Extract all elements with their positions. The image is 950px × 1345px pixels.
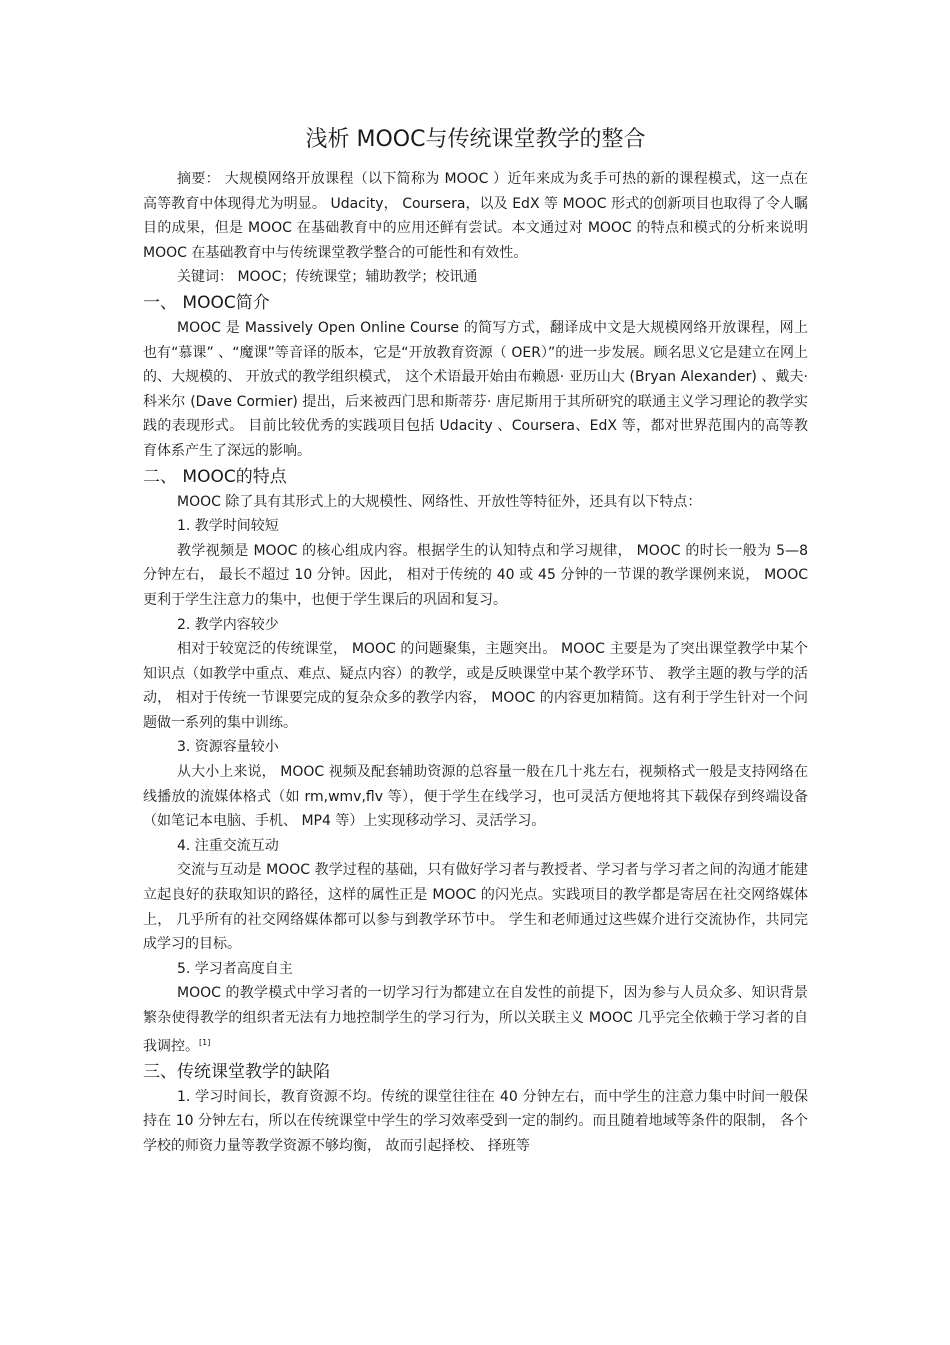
item-3-title: 3. 资源容量较小 bbox=[177, 739, 279, 756]
item-1-paragraph: 教学视频是 MOOC 的核心组成内容。根据学生的认知特点和学习规律， MOOC 的时长一般为 5—8 分钟左右， 最长不超过 10 分钟。因此， 相对于传统的 40 或 45 分钟的一节课的教学课例来说， MOOC 更利于学生注意力的集中，也便于学生课后的巩固和复习。 bbox=[143, 542, 808, 608]
item-1-title: 1. 教学时间较短 bbox=[177, 518, 279, 535]
section-1-heading: 一、 MOOC简介 bbox=[143, 292, 270, 313]
item-5-paragraph bbox=[143, 981, 808, 1058]
item-3-paragraph: 从大小上来说， MOOC 视频及配套辅助资源的总容量一般在几十兆左右，视频格式一般是支持网络在线播放的流媒体格式（如 rm,wmv,flv 等），便于学生在线学习，也可灵活方便地将其下载保存到终端设备（如笔记本电脑、手机、 MP4 等）上实现移动学习、灵活学习。 bbox=[143, 764, 808, 830]
document-page bbox=[143, 125, 808, 1159]
abstract: 摘要： 大规模网络开放课程（以下简称为 MOOC ）近年来成为炙手可热的新的课程模式，这一点在高等教育中体现得尤为明显。 Udacity， Coursera，以及 EdX 等 MOOC 形式的创新项目也取得了令人瞩目的成果，但是 MOOC 在基础教育中的应用还鲜有尝试。本文通过对 MOOC 的特点和模式的分析来说明 MOOC 在基础教育中与传统课堂教学整合的可能性和有效性。 bbox=[143, 171, 808, 261]
item-2-title: 2. 教学内容较少 bbox=[177, 616, 279, 633]
item-4-paragraph: 交流与互动是 MOOC 教学过程的基础，只有做好学习者与教授者、学习者与学习者之间的沟通才能建立起良好的获取知识的路径，这样的属性正是 MOOC 的闪光点。实践项目的教学都是寄居在社交网络媒体上， 几乎所有的社交网络媒体都可以参与到教学环节中。 学生和老师通过这些媒介进行交流协作，共同完成学习的目标。 bbox=[143, 862, 808, 953]
section-3-heading: 三、传统课堂教学的缺陷 bbox=[143, 1061, 330, 1082]
section-3-paragraph: 1. 学习时间长，教育资源不均。传统的课堂往往在 40 分钟左右，而中学生的注意力集中时间一般保持在 10 分钟左右，所以在传统课堂中学生的学习效率受到一定的制约。而且随着地域等条件的限制， 各个学校的师资力量等教学资源不够均衡， 故而引起择校、 择班等 bbox=[143, 1088, 808, 1155]
section-2-intro: MOOC 除了具有其形式上的大规模性、网络性、开放性等特征外，还具有以下特点： bbox=[177, 493, 702, 510]
item-2-paragraph: 相对于较宽泛的传统课堂， MOOC 的问题聚集，主题突出。 MOOC 主要是为了突出课堂教学中某个知识点（如教学中重点、难点、疑点内容）的教学，或是反映课堂中某个教学环节、 教学主题的教与学的活动， 相对于传统一节课要完成的复杂众多的教学内容， MOOC 的内容更加精简。这有利于学生针对一个问题做一系列的集中训练。 bbox=[143, 641, 808, 731]
paper-title: 浅析 MOOC与传统课堂教学的整合 bbox=[305, 127, 646, 152]
keywords: 关键词： MOOC；传统课堂；辅助教学；校讯通 bbox=[177, 269, 478, 286]
citation-ref: [1] bbox=[199, 1037, 211, 1047]
item-5-title: 5. 学习者高度自主 bbox=[177, 960, 293, 977]
item-5-text: MOOC 的教学模式中学习者的一切学习行为都建立在自发性的前提下，因为参与人员众多、知识背景繁杂使得教学的组织者无法有力地控制学生的学习行为，所以关联主义 MOOC 几乎完全依赖于学习者的自我调控。 bbox=[143, 985, 808, 1055]
section-1-paragraph: MOOC 是 Massively Open Online Course 的简写方式，翻译成中文是大规模网络开放课程，网上也有“慕课” 、“魔课”等音译的版本，它是“开放教育资源（ OER）”的进一步发展。顾名思义它是建立在网上的、大规模的、 开放式的教学组织模式， 这个术语最开始由布赖恩· 亚历山大 (Bryan Alexander) 、戴夫· 科米尔 (Dave Cormier) 提出，后来被西门思和斯蒂芬· 唐尼斯用于其所研究的联通主义学习理论的教学实践的表现形式。 目前比较优秀的实践项目包括 Udacity 、Coursera、EdX 等，都对世界范围内的高等教育体系产生了深远的影响。 bbox=[143, 319, 808, 459]
item-4-title: 4. 注重交流互动 bbox=[177, 837, 279, 854]
section-2-heading: 二、 MOOC的特点 bbox=[143, 466, 287, 487]
